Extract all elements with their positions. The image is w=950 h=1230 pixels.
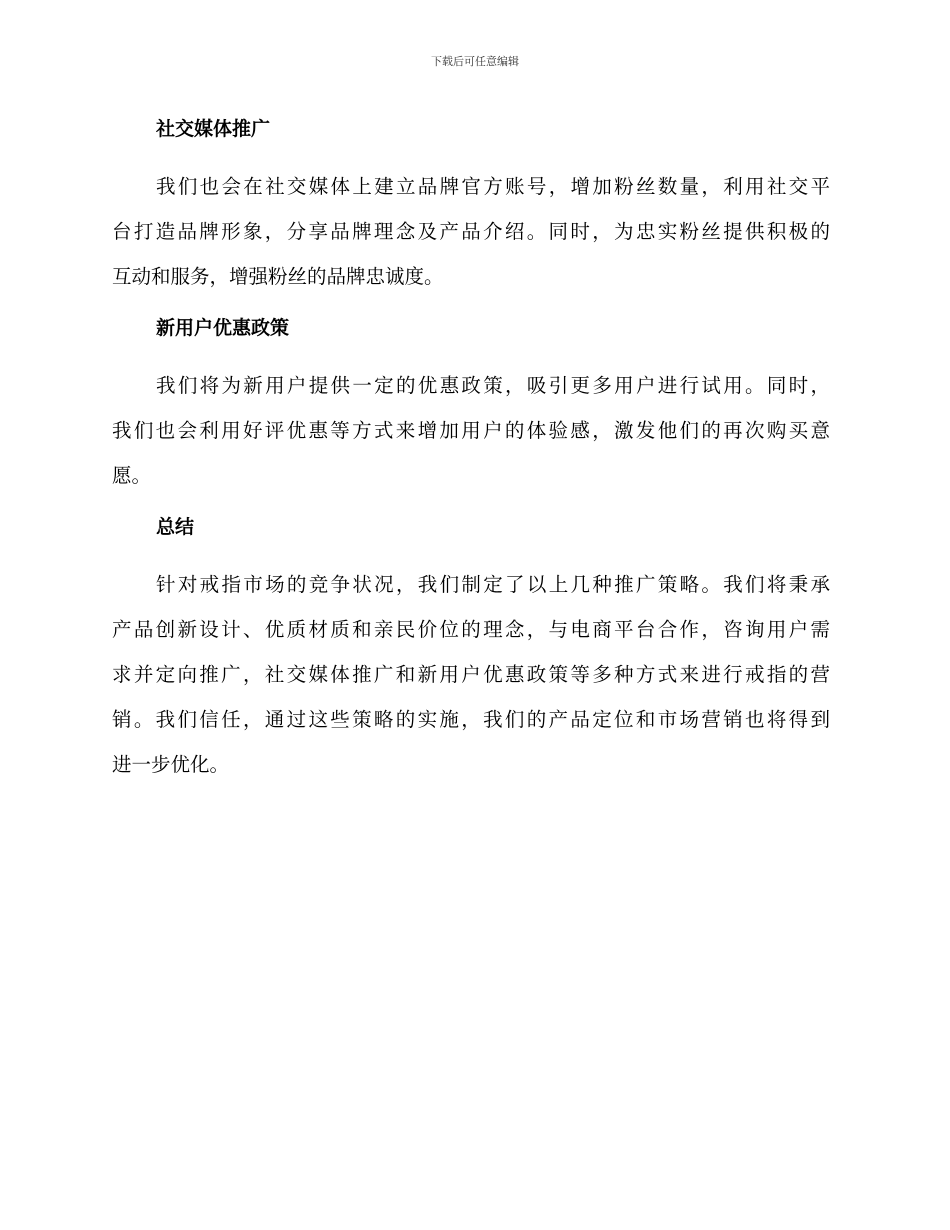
paragraph-line: 我们也会利用好评优惠等方式来增加用户的体验感，激发他们的再次购买意 bbox=[112, 419, 830, 442]
document-body bbox=[112, 112, 830, 799]
paragraph-line: 产品创新设计、优质材质和亲民价位的理念，与电商平台合作，咨询用户需 bbox=[112, 618, 830, 641]
paragraph-social-media bbox=[112, 164, 830, 299]
paragraph-line: 求并定向推广，社交媒体推广和新用户优惠政策等多种方式来进行戒指的营 bbox=[112, 663, 830, 686]
paragraph-line: 我们也会在社交媒体上建立品牌官方账号，增加粉丝数量，利用社交平 bbox=[156, 175, 830, 198]
paragraph-line: 进一步优化。 bbox=[112, 753, 230, 776]
paragraph-line: 互动和服务，增强粉丝的品牌忠诚度。 bbox=[112, 265, 444, 288]
paragraph-line: 愿。 bbox=[112, 464, 152, 487]
paragraph-line: 台打造品牌形象，分享品牌理念及产品介绍。同时，为忠实粉丝提供积极的 bbox=[112, 220, 830, 243]
section-heading-summary: 总结 bbox=[156, 516, 195, 538]
paragraph-line: 针对戒指市场的竞争状况，我们制定了以上几种推广策略。我们将秉承 bbox=[156, 573, 830, 596]
paragraph-line: 销。我们信任，通过这些策略的实施，我们的产品定位和市场营销也将得到 bbox=[112, 708, 830, 731]
header-note: 下载后可任意编辑 bbox=[431, 55, 519, 68]
paragraph-new-user-offer bbox=[112, 363, 830, 498]
paragraph-summary bbox=[112, 562, 830, 787]
paragraph-line: 我们将为新用户提供一定的优惠政策，吸引更多用户进行试用。同时， bbox=[156, 374, 830, 397]
section-heading-social-media: 社交媒体推广 bbox=[156, 118, 271, 140]
section-heading-new-user-offer: 新用户优惠政策 bbox=[156, 317, 290, 339]
